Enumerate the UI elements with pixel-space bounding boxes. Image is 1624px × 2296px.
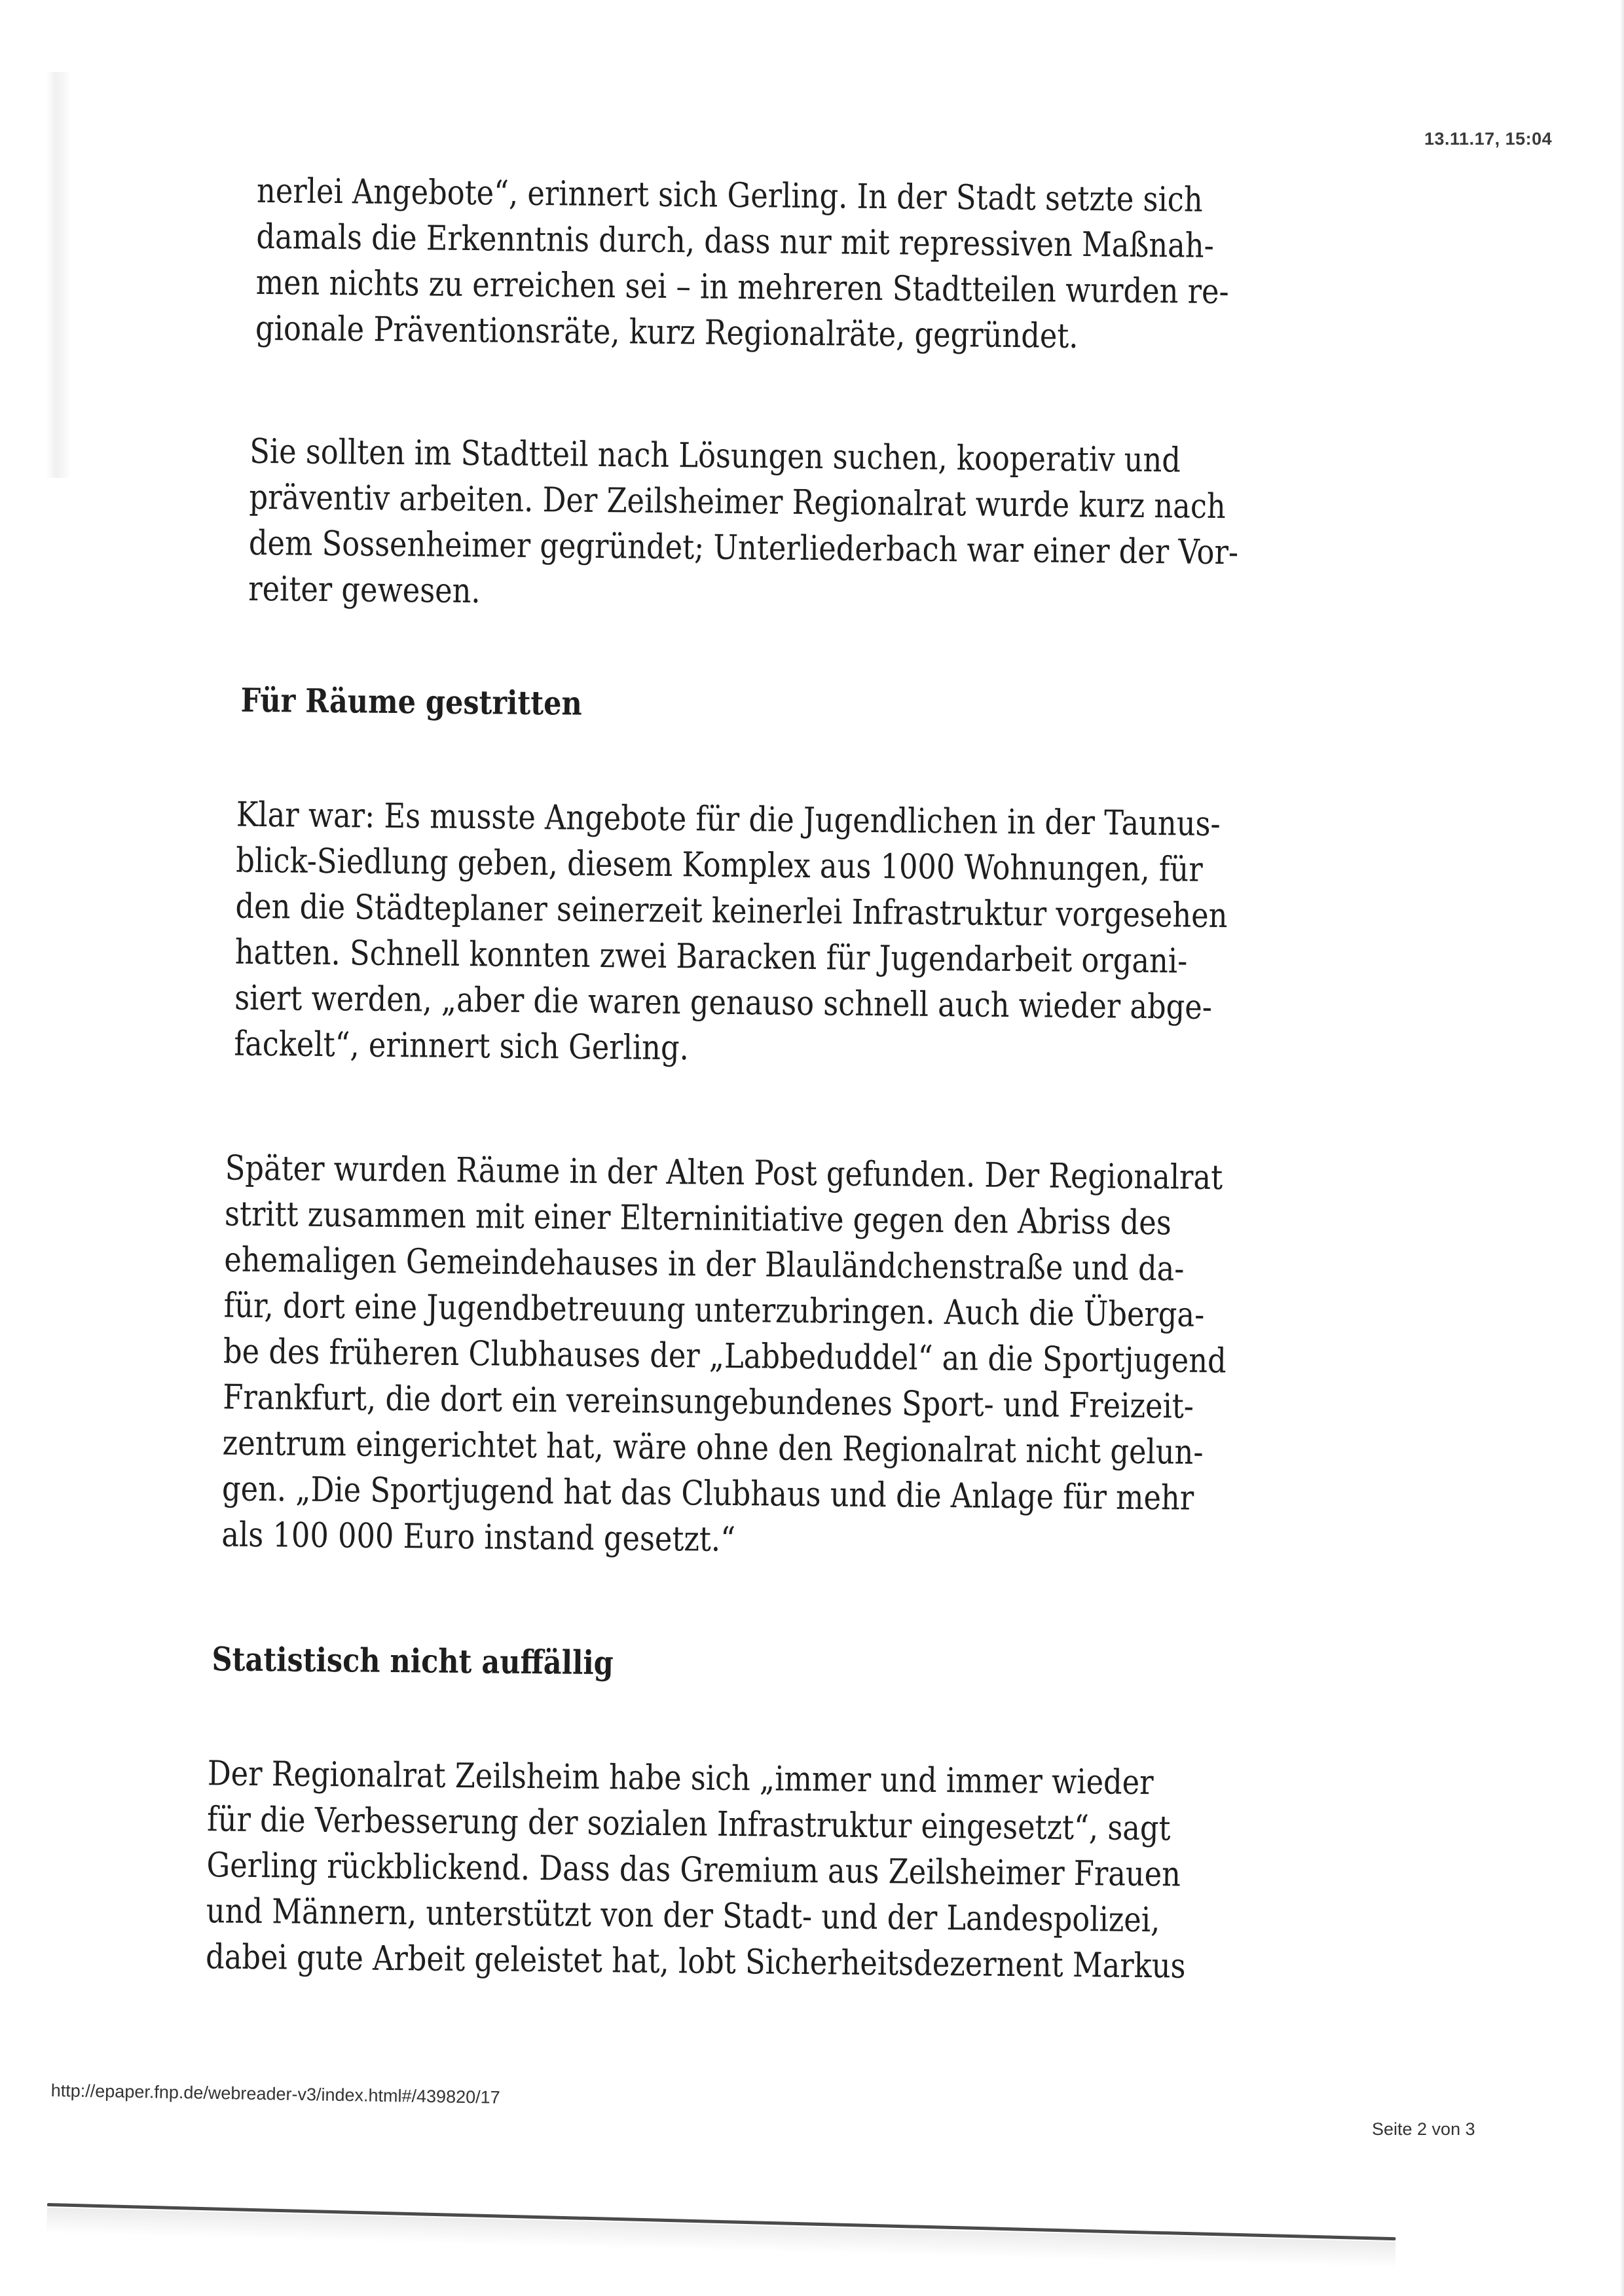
text-line: gionale Präventionsräte, kurz Regionalräte, gegründet. xyxy=(255,308,1079,356)
text-line: Später wurden Räume in der Alten Post gefunden. Der Regionalrat xyxy=(225,1148,1223,1198)
page-indicator: Seite 2 von 3 xyxy=(1372,2119,1475,2139)
text-line: gen. „Die Sportjugend hat das Clubhaus und die Anlage für mehr xyxy=(221,1469,1194,1518)
section-heading: Statistisch nicht auffällig xyxy=(212,1639,614,1683)
text-line: und Männern, unterstützt von der Stadt- und der Landespolizei, xyxy=(206,1891,1160,1941)
text-line: damals die Erkenntnis durch, dass nur mit repressiven Maßnah- xyxy=(256,217,1215,266)
text-line: fackelt“, erinnert sich Gerling. xyxy=(234,1024,690,1068)
text-line: Sie sollten im Stadtteil nach Lösungen suchen, kooperativ und xyxy=(249,431,1181,481)
text-line: den die Städteplaner seinerzeit keinerlei Infrastruktur vorgesehen xyxy=(235,886,1228,936)
text-line: zentrum eingerichtet hat, wäre ohne den Regionalrat nicht gelun- xyxy=(222,1423,1204,1472)
section-heading: Für Räume gestritten xyxy=(240,680,583,723)
text-line: blick-Siedlung geben, diesem Komplex aus 1000 Wohnungen, für xyxy=(235,841,1203,890)
text-line: Klar war: Es musste Angebote für die Jugendlichen in der Taunus- xyxy=(236,795,1221,845)
print-timestamp: 13.11.17, 15:04 xyxy=(1424,129,1553,149)
text-line: dem Sossenheimer gegründet; Unterliederbach war einer der Vor- xyxy=(248,523,1239,573)
text-line: Frankfurt, die dort ein vereinsungebundenes Sport- und Freizeit- xyxy=(223,1377,1194,1427)
text-line: präventiv arbeiten. Der Zeilsheimer Regionalrat wurde kurz nach xyxy=(249,477,1227,527)
text-line: siert werden, „aber die waren genauso schnell auch wieder abge- xyxy=(234,978,1213,1027)
text-line: nerlei Angebote“, erinnert sich Gerling. In der Stadt setzte sich xyxy=(256,171,1203,220)
text-line: für die Verbesserung der sozialen Infrastruktur eingesetzt“, sagt xyxy=(206,1800,1171,1849)
text-line: als 100 000 Euro instand gesetzt.“ xyxy=(221,1515,736,1560)
text-line: hatten. Schnell konnten zwei Baracken für Jugendarbeit organi- xyxy=(234,932,1188,981)
text-line: Der Regionalrat Zeilsheim habe sich „immer und immer wieder xyxy=(207,1754,1154,1803)
text-line: ehemaligen Gemeindehauses in der Blauländchenstraße und da- xyxy=(224,1240,1185,1289)
text-line: Gerling rückblickend. Dass das Gremium aus Zeilsheimer Frauen xyxy=(206,1846,1181,1895)
text-line: men nichts zu erreichen sei – in mehreren Stadtteilen wurden re- xyxy=(255,263,1229,312)
text-line: be des früheren Clubhauses der „Labbeduddel“ an die Sportjugend xyxy=(223,1332,1227,1381)
text-line: stritt zusammen mit einer Elterninitiative gegen den Abriss des xyxy=(224,1194,1172,1243)
text-line: reiter gewesen. xyxy=(248,569,481,611)
source-url: http://epaper.fnp.de/webreader-v3/index.html#/439820/17 xyxy=(50,2081,500,2107)
text-line: für, dort eine Jugendbetreuung unterzubringen. Auch die Überga- xyxy=(223,1286,1205,1335)
text-line: dabei gute Arbeit geleistet hat, lobt Sicherheitsdezernent Markus xyxy=(205,1937,1186,1986)
